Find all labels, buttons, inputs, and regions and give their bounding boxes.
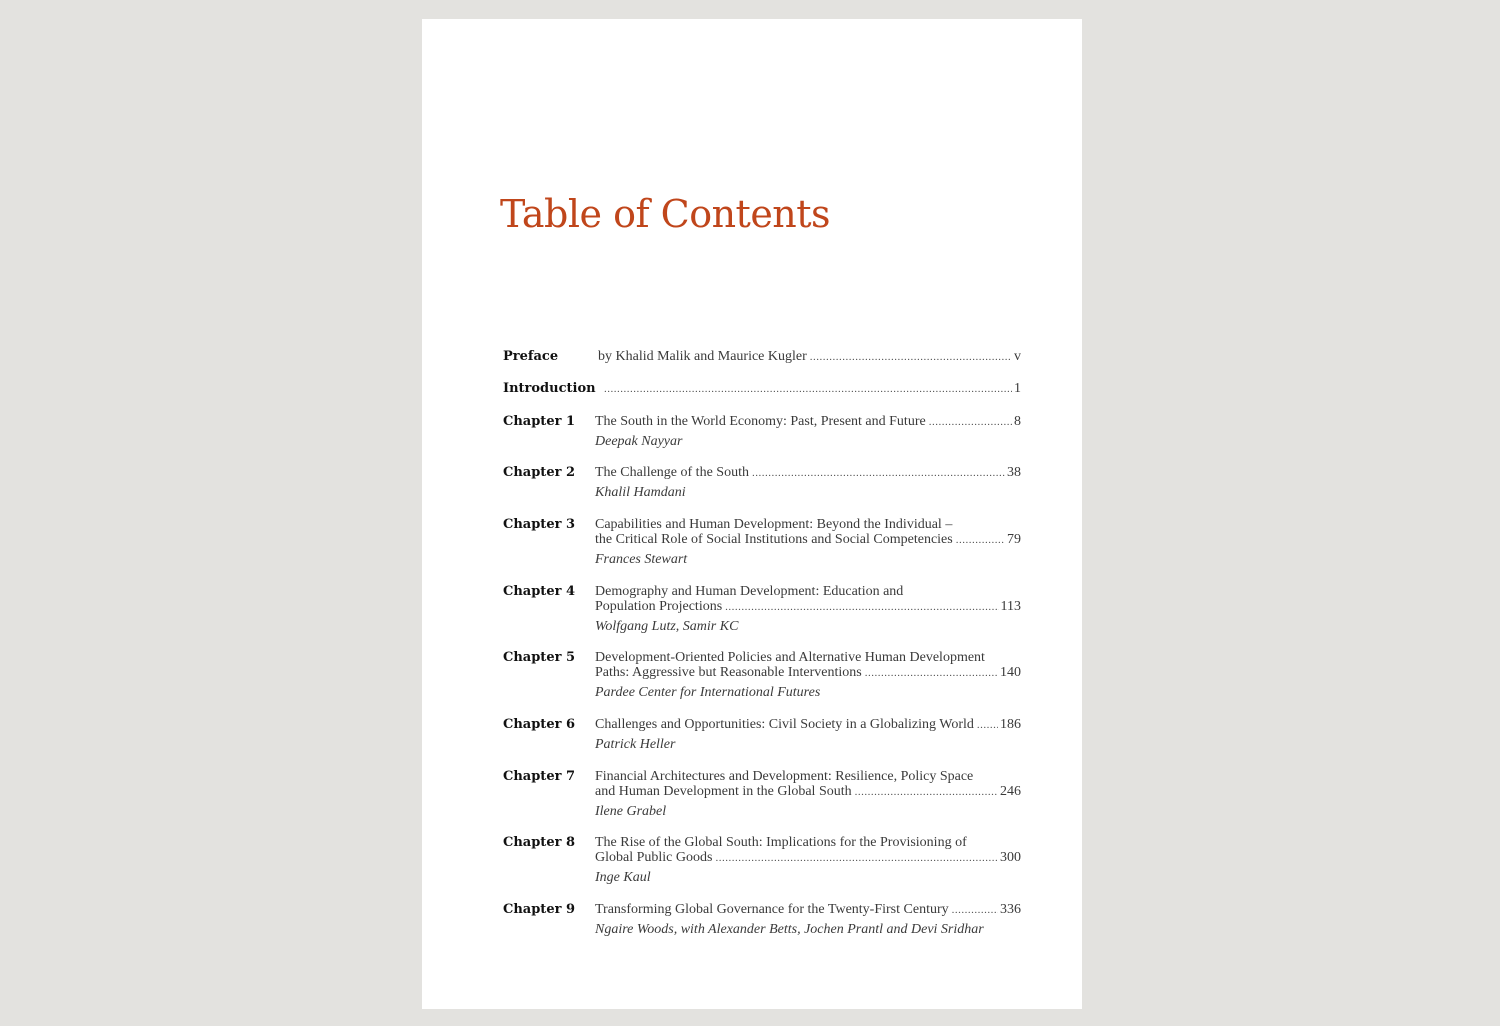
page-number: 113	[1000, 599, 1021, 614]
entry-author: Khalil Hamdani	[595, 485, 686, 500]
entry-title-line	[601, 381, 1021, 397]
entry-title: and Human Development in the Global South	[595, 784, 852, 799]
entry-body	[601, 381, 1021, 397]
page-number: 186	[1000, 717, 1021, 732]
entry-title: Demography and Human Development: Education and	[595, 584, 904, 599]
entry-author: Ilene Grabel	[595, 804, 667, 819]
entry-body	[595, 584, 1021, 634]
entry-title: Financial Architectures and Development: Resilience, Policy Space	[595, 769, 974, 784]
entry-title-line	[595, 465, 1021, 481]
entry-label: Introduction	[503, 381, 596, 396]
entry-title: The South in the World Economy: Past, Present and Future	[595, 414, 926, 429]
entry-title-line	[595, 665, 1021, 681]
entry-body	[595, 465, 1021, 500]
entry-title: Capabilities and Human Development: Beyond the Individual –	[595, 517, 953, 532]
page-number: v	[1014, 349, 1021, 364]
entry-title-first-line	[595, 584, 1021, 599]
entry-author: Ngaire Woods, with Alexander Betts, Jochen Prantl and Devi Sridhar	[595, 922, 984, 937]
dot-leader	[810, 350, 1012, 365]
entry-title-first-line	[595, 835, 1021, 850]
entry-body	[595, 835, 1021, 885]
dot-leader	[855, 785, 998, 800]
page-number: 300	[1000, 850, 1021, 865]
entry-label: Chapter 2	[503, 465, 576, 480]
dot-leader	[929, 415, 1012, 430]
entry-label: Chapter 5	[503, 650, 576, 665]
entry-body	[595, 717, 1021, 752]
dot-leader	[865, 666, 998, 681]
entry-title: Development-Oriented Policies and Alternative Human Development	[595, 650, 985, 665]
entry-author: Pardee Center for International Futures	[595, 685, 821, 700]
entry-label: Chapter 4	[503, 584, 576, 599]
entry-body	[595, 414, 1021, 449]
entry-title: The Challenge of the South	[595, 465, 749, 480]
page-number: 8	[1014, 414, 1021, 429]
page-number: 1	[1014, 381, 1021, 396]
entry-title: The Rise of the Global South: Implications for the Provisioning of	[595, 835, 967, 850]
entry-author: Inge Kaul	[595, 870, 651, 885]
entry-body	[595, 769, 1021, 819]
entry-title: Challenges and Opportunities: Civil Society in a Globalizing World	[595, 717, 974, 732]
document-page	[422, 19, 1082, 1009]
entry-title-line	[595, 532, 1021, 548]
entry-label: Chapter 8	[503, 835, 576, 850]
entry-title-line	[595, 784, 1021, 800]
dot-leader	[725, 600, 998, 615]
entry-title-line	[595, 414, 1021, 430]
entry-author: Deepak Nayyar	[595, 434, 683, 449]
dot-leader	[752, 466, 1005, 481]
page-number: 140	[1000, 665, 1021, 680]
dot-leader	[715, 851, 998, 866]
page-title: Table of Contents	[500, 192, 831, 236]
entry-title: Global Public Goods	[595, 850, 713, 865]
page-number: 336	[1000, 902, 1021, 917]
entry-title-line	[595, 599, 1021, 615]
entry-title: the Critical Role of Social Institutions and Social Competencies	[595, 532, 953, 547]
entry-label: Chapter 7	[503, 769, 576, 784]
page-number: 79	[1007, 532, 1021, 547]
entry-title-first-line	[595, 650, 1021, 665]
entry-body	[598, 349, 1021, 365]
entry-author: Wolfgang Lutz, Samir KC	[595, 619, 739, 634]
entry-label: Chapter 3	[503, 517, 576, 532]
dot-leader	[956, 533, 1005, 548]
dot-leader	[977, 718, 998, 733]
entry-title-first-line	[595, 769, 1021, 784]
entry-author: Frances Stewart	[595, 552, 688, 567]
entry-title: Transforming Global Governance for the Twenty-First Century	[595, 902, 949, 917]
entry-label: Chapter 1	[503, 414, 576, 429]
entry-author: Patrick Heller	[595, 737, 676, 752]
entry-body	[595, 517, 1021, 567]
entry-body	[595, 902, 1021, 937]
entry-title: Paths: Aggressive but Reasonable Interventions	[595, 665, 862, 680]
entry-title-line	[595, 902, 1021, 918]
entry-title-line	[595, 850, 1021, 866]
entry-body	[595, 650, 1021, 700]
entry-title-line	[598, 349, 1021, 365]
entry-title-first-line	[595, 517, 1021, 532]
page-number: 246	[1000, 784, 1021, 799]
entry-label: Chapter 6	[503, 717, 576, 732]
dot-leader	[952, 903, 998, 918]
entry-label: Chapter 9	[503, 902, 576, 917]
entry-title-line	[595, 717, 1021, 733]
dot-leader	[604, 382, 1012, 397]
entry-title: Population Projections	[595, 599, 723, 614]
entry-label: Preface	[503, 349, 559, 364]
page-number: 38	[1007, 465, 1021, 480]
entry-title: by Khalid Malik and Maurice Kugler	[598, 349, 807, 364]
